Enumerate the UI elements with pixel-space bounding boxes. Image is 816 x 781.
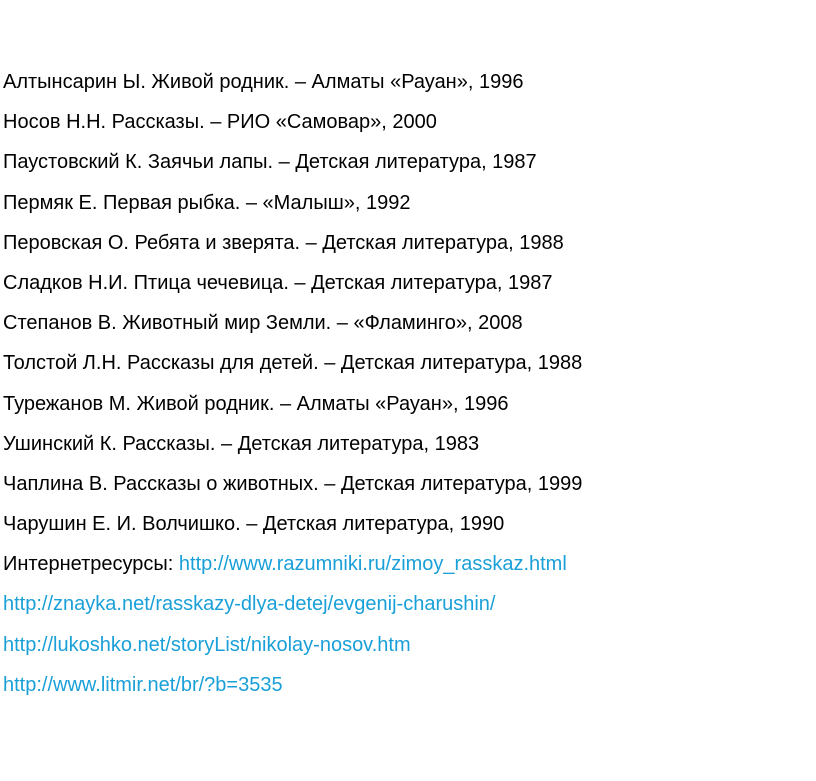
link-line — [3, 584, 813, 624]
reference-item: Алтынсарин Ы. Живой родник. – Алматы «Рауан», 1996 — [3, 71, 524, 93]
reference-item: Толстой Л.Н. Рассказы для детей. – Детская литература, 1988 — [3, 352, 583, 375]
internet-resources-label: Интернетресурсы: — [3, 553, 179, 576]
reference-item: Сладков Н.И. Птица чечевица. – Детская литература, 1987 — [3, 271, 553, 294]
reference-item: Перовская О. Ребята и зверята. – Детская литература, 1988 — [3, 231, 564, 254]
reference-item: Ушинский К. Рассказы. – Детская литература, 1983 — [3, 432, 480, 455]
link-line — [3, 665, 813, 705]
reference-item: Чарушин Е. И. Волчишко. – Детская литература, 1990 — [3, 513, 505, 536]
link-litmir[interactable]: http://www.litmir.net/br/?b=3535 — [3, 673, 283, 696]
internet-resources-line — [3, 544, 813, 584]
reference-item: Степанов В. Животный мир Земли. – «Фламинго», 2008 — [3, 312, 523, 335]
reference-item: Паустовский К. Заячьи лапы. – Детская литература, 1987 — [3, 151, 537, 174]
link-line — [3, 625, 813, 665]
reference-list — [3, 62, 813, 705]
reference-item: Носов Н.Н. Рассказы. – РИО «Самовар», 2000 — [3, 111, 437, 134]
link-znayka[interactable]: http://znayka.net/rasskazy-dlya-detej/evgenij-charushin/ — [3, 593, 496, 616]
link-lukoshko[interactable]: http://lukoshko.net/storyList/nikolay-nosov.htm — [3, 633, 411, 656]
link-razumniki[interactable]: http://www.razumniki.ru/zimoy_rasskaz.html — [178, 553, 567, 576]
reference-item: Пермяк Е. Первая рыбка. – «Малыш», 1992 — [3, 191, 411, 214]
reference-item: Турежанов М. Живой родник. – Алматы «Рауан», 1996 — [3, 392, 509, 415]
reference-item: Чаплина В. Рассказы о животных. – Детская литература, 1999 — [3, 472, 583, 495]
